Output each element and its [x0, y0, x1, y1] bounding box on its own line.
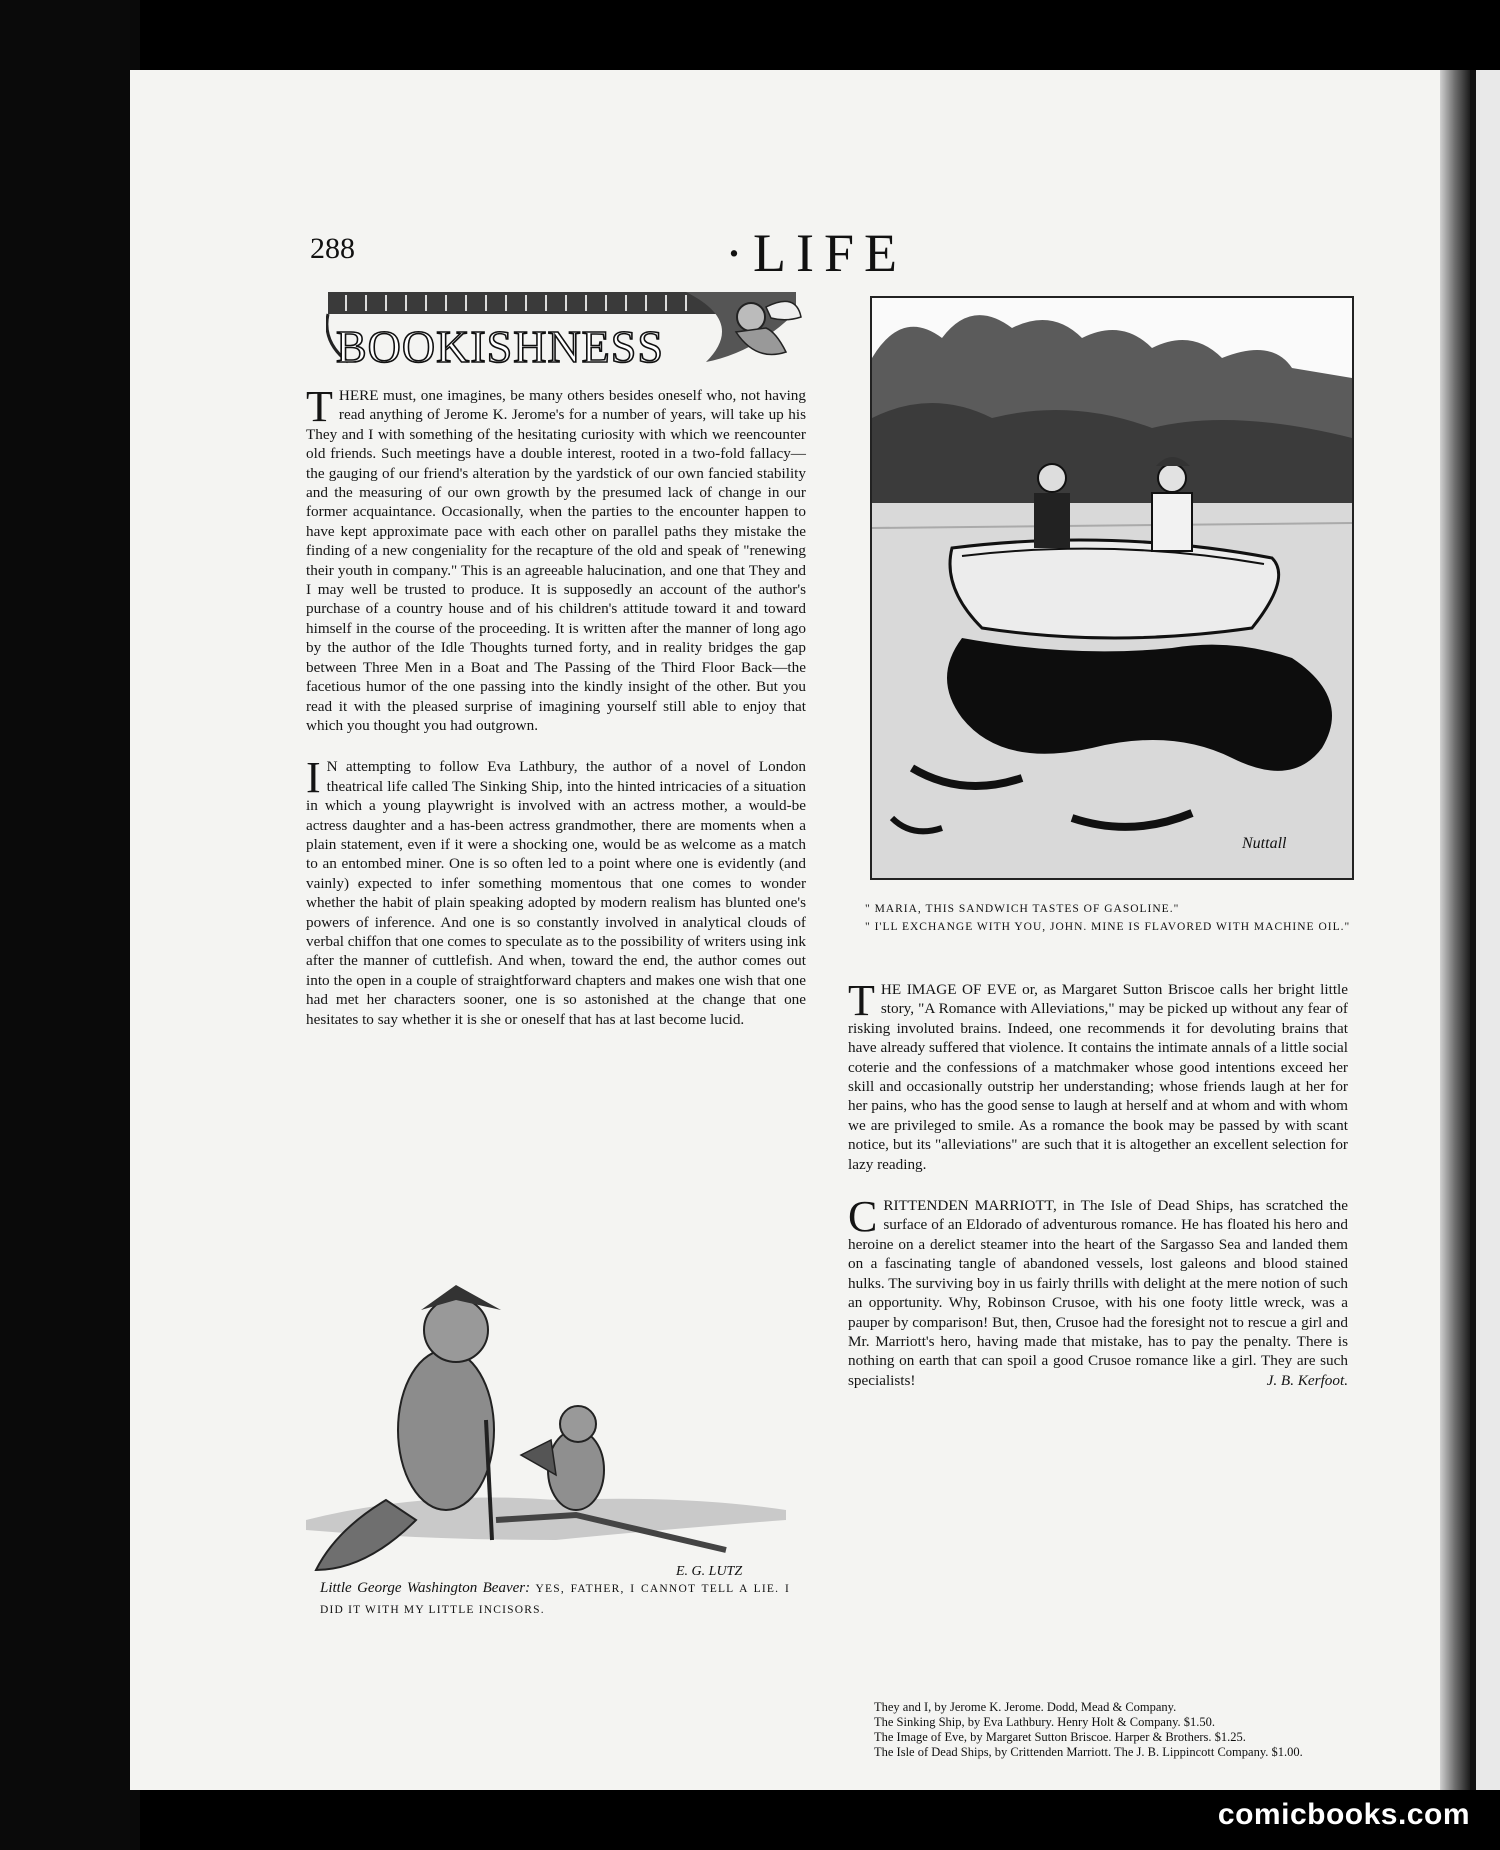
artist-signature: E. G. LUTZ — [676, 1564, 743, 1579]
bibliography-entry: The Image of Eve, by Margaret Sutton Briscoe. Harper & Brothers. $1.25. — [874, 1730, 1246, 1744]
page-number: 288 — [310, 232, 355, 265]
review-isle-of-dead-ships — [848, 1192, 1348, 1390]
artist-signature: Nuttall — [1242, 835, 1287, 852]
review-they-and-i — [306, 382, 806, 735]
section-title: BOOKISHNESS — [336, 321, 664, 372]
boat-scene — [872, 298, 1352, 878]
bibliography-entry: The Isle of Dead Ships, by Crittenden Marriott. The J. B. Lippincott Company. $1.00. — [874, 1745, 1303, 1759]
masthead: ·LIFE — [725, 223, 907, 283]
beaver-caption — [320, 1578, 790, 1620]
beaver-illustration — [306, 1270, 806, 1590]
next-page-border — [1470, 70, 1476, 1790]
scan-border — [0, 0, 140, 1850]
left-column — [306, 382, 806, 1051]
paragraph-text: HERE must, one imagines, be many others besides oneself who, not having read anything of Jerome K. Jerome's for a number of years, will take up his They and I with something of the hesitating curiosity with which we reencounter old friends. Such meetings have a double interest, rooted in a two-fold fallacy—the gauging of our friend's alteration by the yardstick of our own fancied stability and the measuring of our own growth by the presumed lack of change in our former acquaintance. Occasionally, when the parties to the encounter happen to have kept approximate pace with each other on parallel paths they mistake the finding of a new congeniality for the recapture of the old and speak of "renewing their youth in company." This is an agreeable halucination, and one that They and I may well be trusted to produce. It is supposedly an account of the author's purchase of a country house and of his children's attitude toward it and toward himself in the course of the proceeding. It is written after the manner of long ago by the author of the Idle Thoughts turned forty, and in reality bridges the gap between Three Men in a Boat and The Passing of the Third Floor Back—the facetious humor of the one passing into the kindly insight of the other. But you read it with the pleased surprise of imagining yourself still able to enjoy that which you thought you had outgrown. — [306, 387, 806, 734]
dropcap: C — [848, 1192, 878, 1242]
site-watermark: comicbooks.com — [1217, 1798, 1470, 1831]
review-sinking-ship — [306, 753, 806, 1029]
page-gutter-shadow — [1440, 70, 1470, 1790]
section-header-illustration — [326, 292, 804, 384]
dropcap: T — [306, 382, 333, 431]
bibliography-entry: The Sinking Ship, by Eva Lathbury. Henry Holt & Company. $1.50. — [874, 1715, 1216, 1729]
paragraph-text: HE IMAGE OF EVE or, as Margaret Sutton Briscoe calls her bright little story, "A Romance with Alleviations," may be picked up without any fear of risking involuted brains. Indeed, one recommends it for devoluting brains that have already suffered that violence. It contains the intimate annals of a little social coterie and the confessions of a matchmaker whose good intentions exceed her skill and occasionally outstrip her understanding; whose friends laugh at her for her pains, who has the good sense to laugh at herself and at whom and with whom we are privileged to smile. As a romance the book may be passed by with scant notice, but its "alleviations" are such that it is altogether an excellent selection for lazy reading. — [848, 981, 1348, 1173]
caption-speaker: Little George Washington Beaver: — [320, 1580, 531, 1596]
paragraph-text: RITTENDEN MARRIOTT, in The Isle of Dead Ships, has scratched the surface of an Eldorado of adventurous romance. He has floated his hero and heroine on a derelict steamer into the heart of the Sargasso Sea and landed them on a fascinating tangle of abandoned vessels, lost galeons and blood stained hulks. The surviving boy in us fairly thrills with delight at the mere notion of such an opportunity. Why, Robinson Crusoe, with his one footy little wreck, was a pauper by comparison! But, then, Crusoe had the foresight not to rescue a girl and Mr. Marriott's hero, having made that mistake, has to pay the penalty. There is nothing on earth that can spoil a good Crusoe romance like a girl. They are such specialists! — [848, 1197, 1348, 1389]
dropcap: I — [306, 753, 321, 803]
review-image-of-eve — [848, 976, 1348, 1174]
dropcap: T — [848, 976, 875, 1025]
paragraph-text: N attempting to follow Eva Lathbury, the author of a novel of London theatrical life called The Sinking Ship, into the hinted intricacies of a situation in which a young playwright is involved with an actress mother, a would-be actress daughter and a has-been actress grandmother, there are moments when a plain statement, even if it were a shocking one, would be as welcome as a match to an entombed miner. One is so often led to a point where one is evidently (and vainly) expected to infer something momentous that one comes to wonder whether the habit of plain speaking adopted by modern realism has blunted one's powers of inference. And one is so constantly involved in analytical clouds of verbal chiffon that one comes to speculate as to the possibility of writers using ink after the manner of cuttlefish. And when, toward the end, the author comes out into the open in a couple of straightforward chapters and makes one wish that one had met her characters sooner, one is so astonished at the change that one hesitates to say whether it is she or oneself that has at last become lucid. — [306, 758, 806, 1028]
right-column — [848, 976, 1348, 1412]
bibliography — [860, 1700, 1348, 1760]
caption-speech: YES, FATHER, I CANNOT TELL A LIE. I DID IT WITH MY LITTLE INCISORS. — [320, 1583, 791, 1616]
reviewer-signature: J. B. Kerfoot. — [1266, 1371, 1348, 1389]
caption-line-2: " I'LL EXCHANGE WITH YOU, JOHN. MINE IS FLAVORED WITH MACHINE OIL." — [865, 921, 1351, 933]
caption-line-1: " MARIA, THIS SANDWICH TASTES OF GASOLINE." — [865, 903, 1180, 915]
boat-illustration — [870, 296, 1354, 880]
boat-caption — [865, 900, 1355, 936]
bibliography-entry: They and I, by Jerome K. Jerome. Dodd, Mead & Company. — [874, 1700, 1177, 1714]
